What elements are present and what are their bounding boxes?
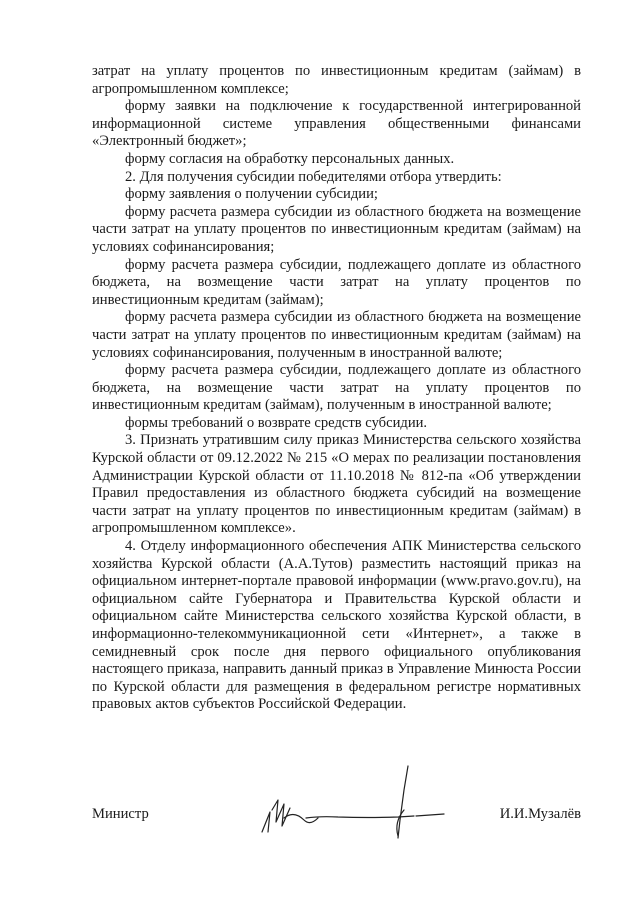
signatory-title: Министр — [92, 806, 149, 822]
paragraph-form-refund: формы требований о возврате средств субсидии. — [125, 414, 428, 431]
paragraph-form-calc-cofinancing: форму расчета размера субсидии из областного бюджета на возмещение части затрат на уплату процентов по инвестиционным кредитам (займам) на условиях софинансирования; — [92, 203, 581, 255]
paragraph-form-calc-surcharge: форму расчета размера субсидии, подлежащего доплате из областного бюджета, на возмещение части затрат на уплату процентов по инвестиционным кредитам (займам); — [92, 256, 581, 308]
paragraph-form-statement: форму заявления о получении субсидии; — [125, 186, 378, 203]
paragraph-item-2: 2. Для получения субсидии победителями отбора утвердить: — [125, 168, 502, 185]
signature-block — [92, 806, 581, 846]
paragraph-item-3: 3. Признать утратившим силу приказ Министерства сельского хозяйства Курской области от 09.12.2022 № 215 «О мерах по реализации постановления Администрации Курской области от 11.10.2018 № 812-па «Об утверждении Правил предоставления из областного бюджета субсидий на возмещение части затрат на уплату процентов по инвестиционным кредитам (займам) в агропромышленном комплексе». — [92, 432, 581, 537]
paragraph-form-calc-foreign-currency: форму расчета размера субсидии из областного бюджета на возмещение части затрат на уплату процентов по инвестиционным кредитам (займам) на условиях софинансирования, полученным в иностранной валюте; — [92, 309, 581, 361]
paragraph-continuation: затрат на уплату процентов по инвестиционным кредитам (займам) в агропромышленном комплексе; — [92, 63, 581, 97]
signatory-name: И.И.Музалёв — [499, 806, 581, 822]
paragraph-form-consent: форму согласия на обработку персональных данных. — [125, 150, 455, 167]
paragraph-form-application: форму заявки на подключение к государственной интегрированной информационной системе управления общественными финансами «Электронный бюджет»; — [92, 98, 581, 150]
paragraph-item-4: 4. Отделу информационного обеспечения АПК Министерства сельского хозяйства Курской области (А.А.Тутов) разместить настоящий приказ на официальном интернет-портале правовой информации (www.pravo.gov.ru), на официальном сайте Губернатора и Правительства Курской области и официальном сайте Министерства сельского хозяйства Курской области, в информационно-телекоммуникационной сети «Интернет», а также в семидневный срок после дня первого официального опубликования настоящего приказа, направить данный приказ в Управление Минюста России по Курской области для размещения в федеральном регистре нормативных правовых актов субъектов Российской Федерации. — [92, 538, 581, 713]
paragraph-form-calc-surcharge-foreign: форму расчета размера субсидии, подлежащего доплате из областного бюджета, на возмещение части затрат на уплату процентов по инвестиционным кредитам (займам), полученным в иностранной валюте; — [92, 362, 581, 414]
document-body — [92, 63, 581, 714]
